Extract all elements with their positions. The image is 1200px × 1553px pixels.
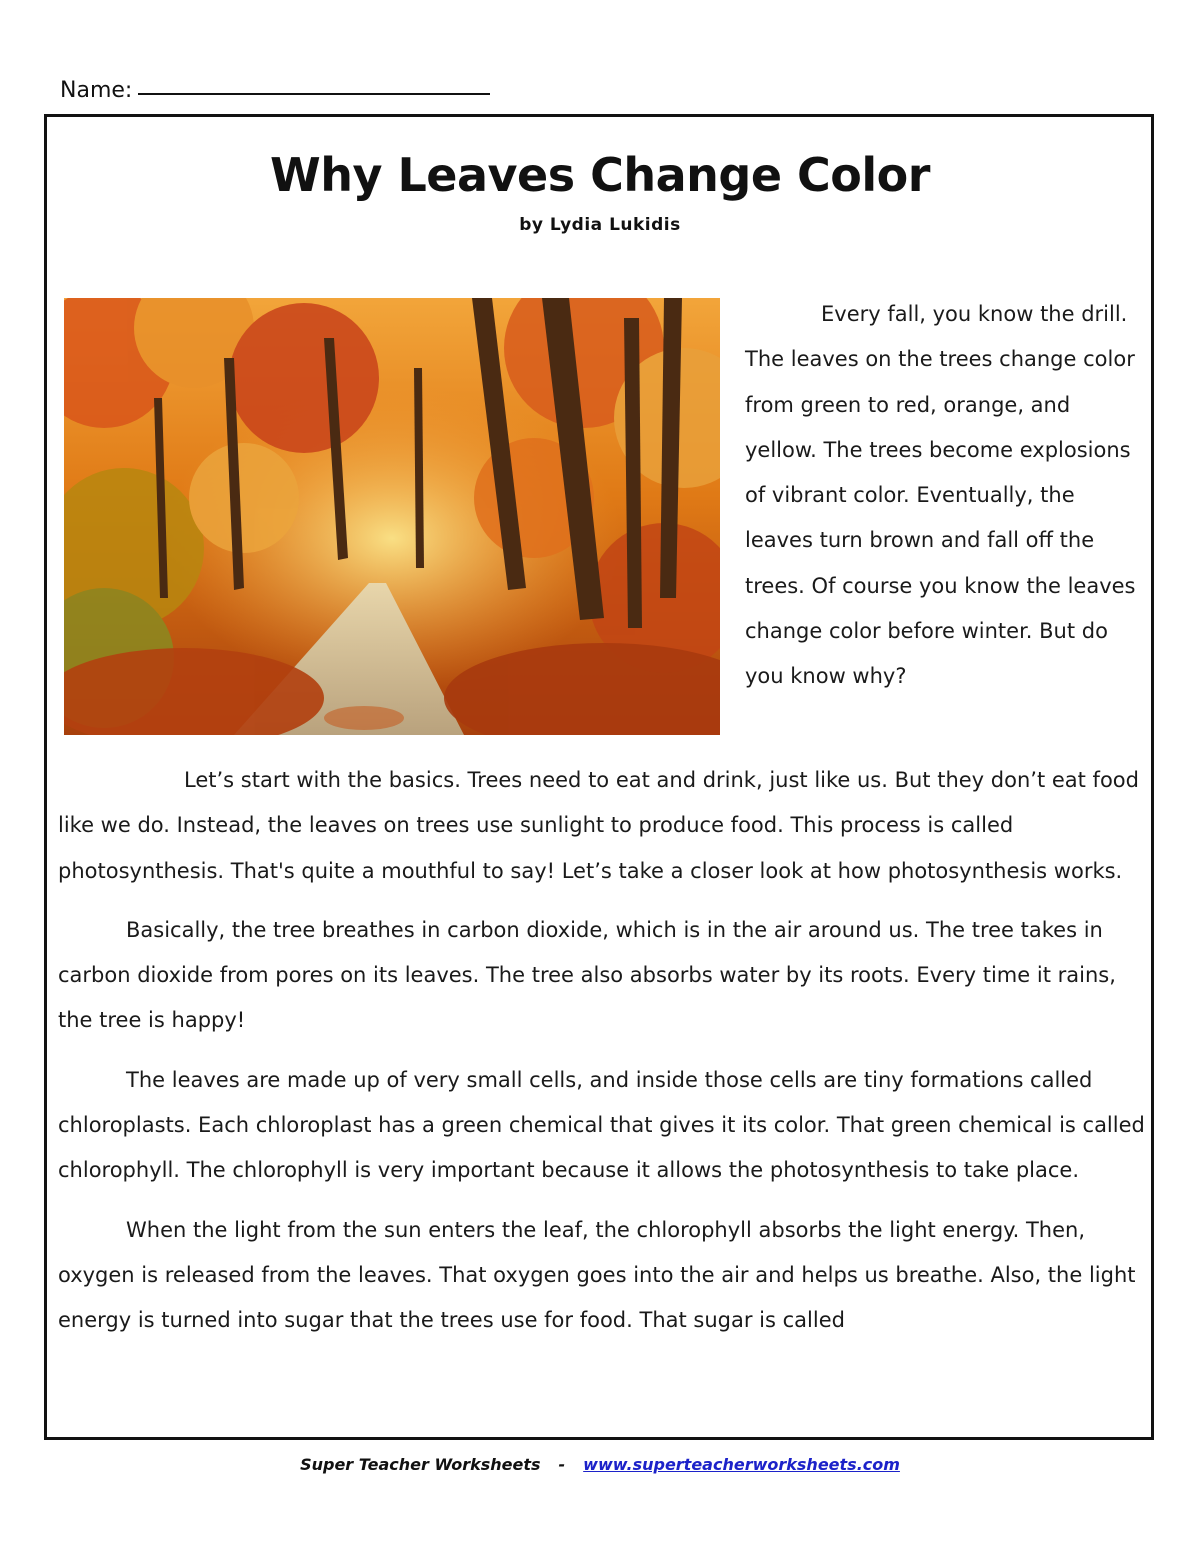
footer-website-link[interactable]: www.superteacherworksheets.com — [583, 1455, 900, 1474]
intro-paragraph-text: Every fall, you know the drill. The leaves on the trees change color from green to red, orange, and yellow. The trees become explosions of vibrant color. Eventually, the leaves turn brown and fall off the trees. Of course you know the leaves change color before winter. But do you know why? — [745, 302, 1136, 689]
intro-paragraph — [745, 292, 1145, 700]
body-paragraph-2: Basically, the tree breathes in carbon dioxide, which is in the air around us. The tree takes in carbon dioxide from pores on its leaves. The tree also absorbs water by its roots. Every time it rains, the tree is happy! — [58, 917, 1116, 1033]
article-body — [58, 758, 1148, 1358]
name-blank-line[interactable] — [138, 92, 490, 95]
author-byline: by Lydia Lukidis — [519, 215, 681, 235]
body-paragraph-1: Let’s start with the basics. Trees need to eat and drink, just like us. But they don’t eat food like we do. Instead, the leaves on trees use sunlight to produce food. This process is called photosynthesis. That's quite a mouthful to say! Let’s take a closer look at how photosynthesis works. — [58, 768, 1139, 883]
footer-separator: - — [558, 1455, 566, 1474]
body-paragraph-3: The leaves are made up of very small cells, and inside those cells are tiny formations called chloroplasts. Each chloroplast has a green chemical that gives it its color. That green chemical is called chlorophyll. The chlorophyll is very important because it allows the photosynthesis to take place. — [58, 1067, 1145, 1183]
body-paragraph-4: When the light from the sun enters the leaf, the chlorophyll absorbs the light energy. Then, oxygen is released from the leaves. That oxygen goes into the air and helps us breathe. Also, the light energy is turned into sugar that the trees use for food. That sugar is called — [58, 1217, 1136, 1333]
name-field — [60, 76, 490, 106]
name-label: Name: — [60, 78, 133, 103]
page-footer — [0, 1452, 1200, 1478]
autumn-forest-image — [64, 298, 720, 735]
footer-brand: Super Teacher Worksheets — [300, 1455, 541, 1474]
page-title: Why Leaves Change Color — [270, 148, 930, 202]
